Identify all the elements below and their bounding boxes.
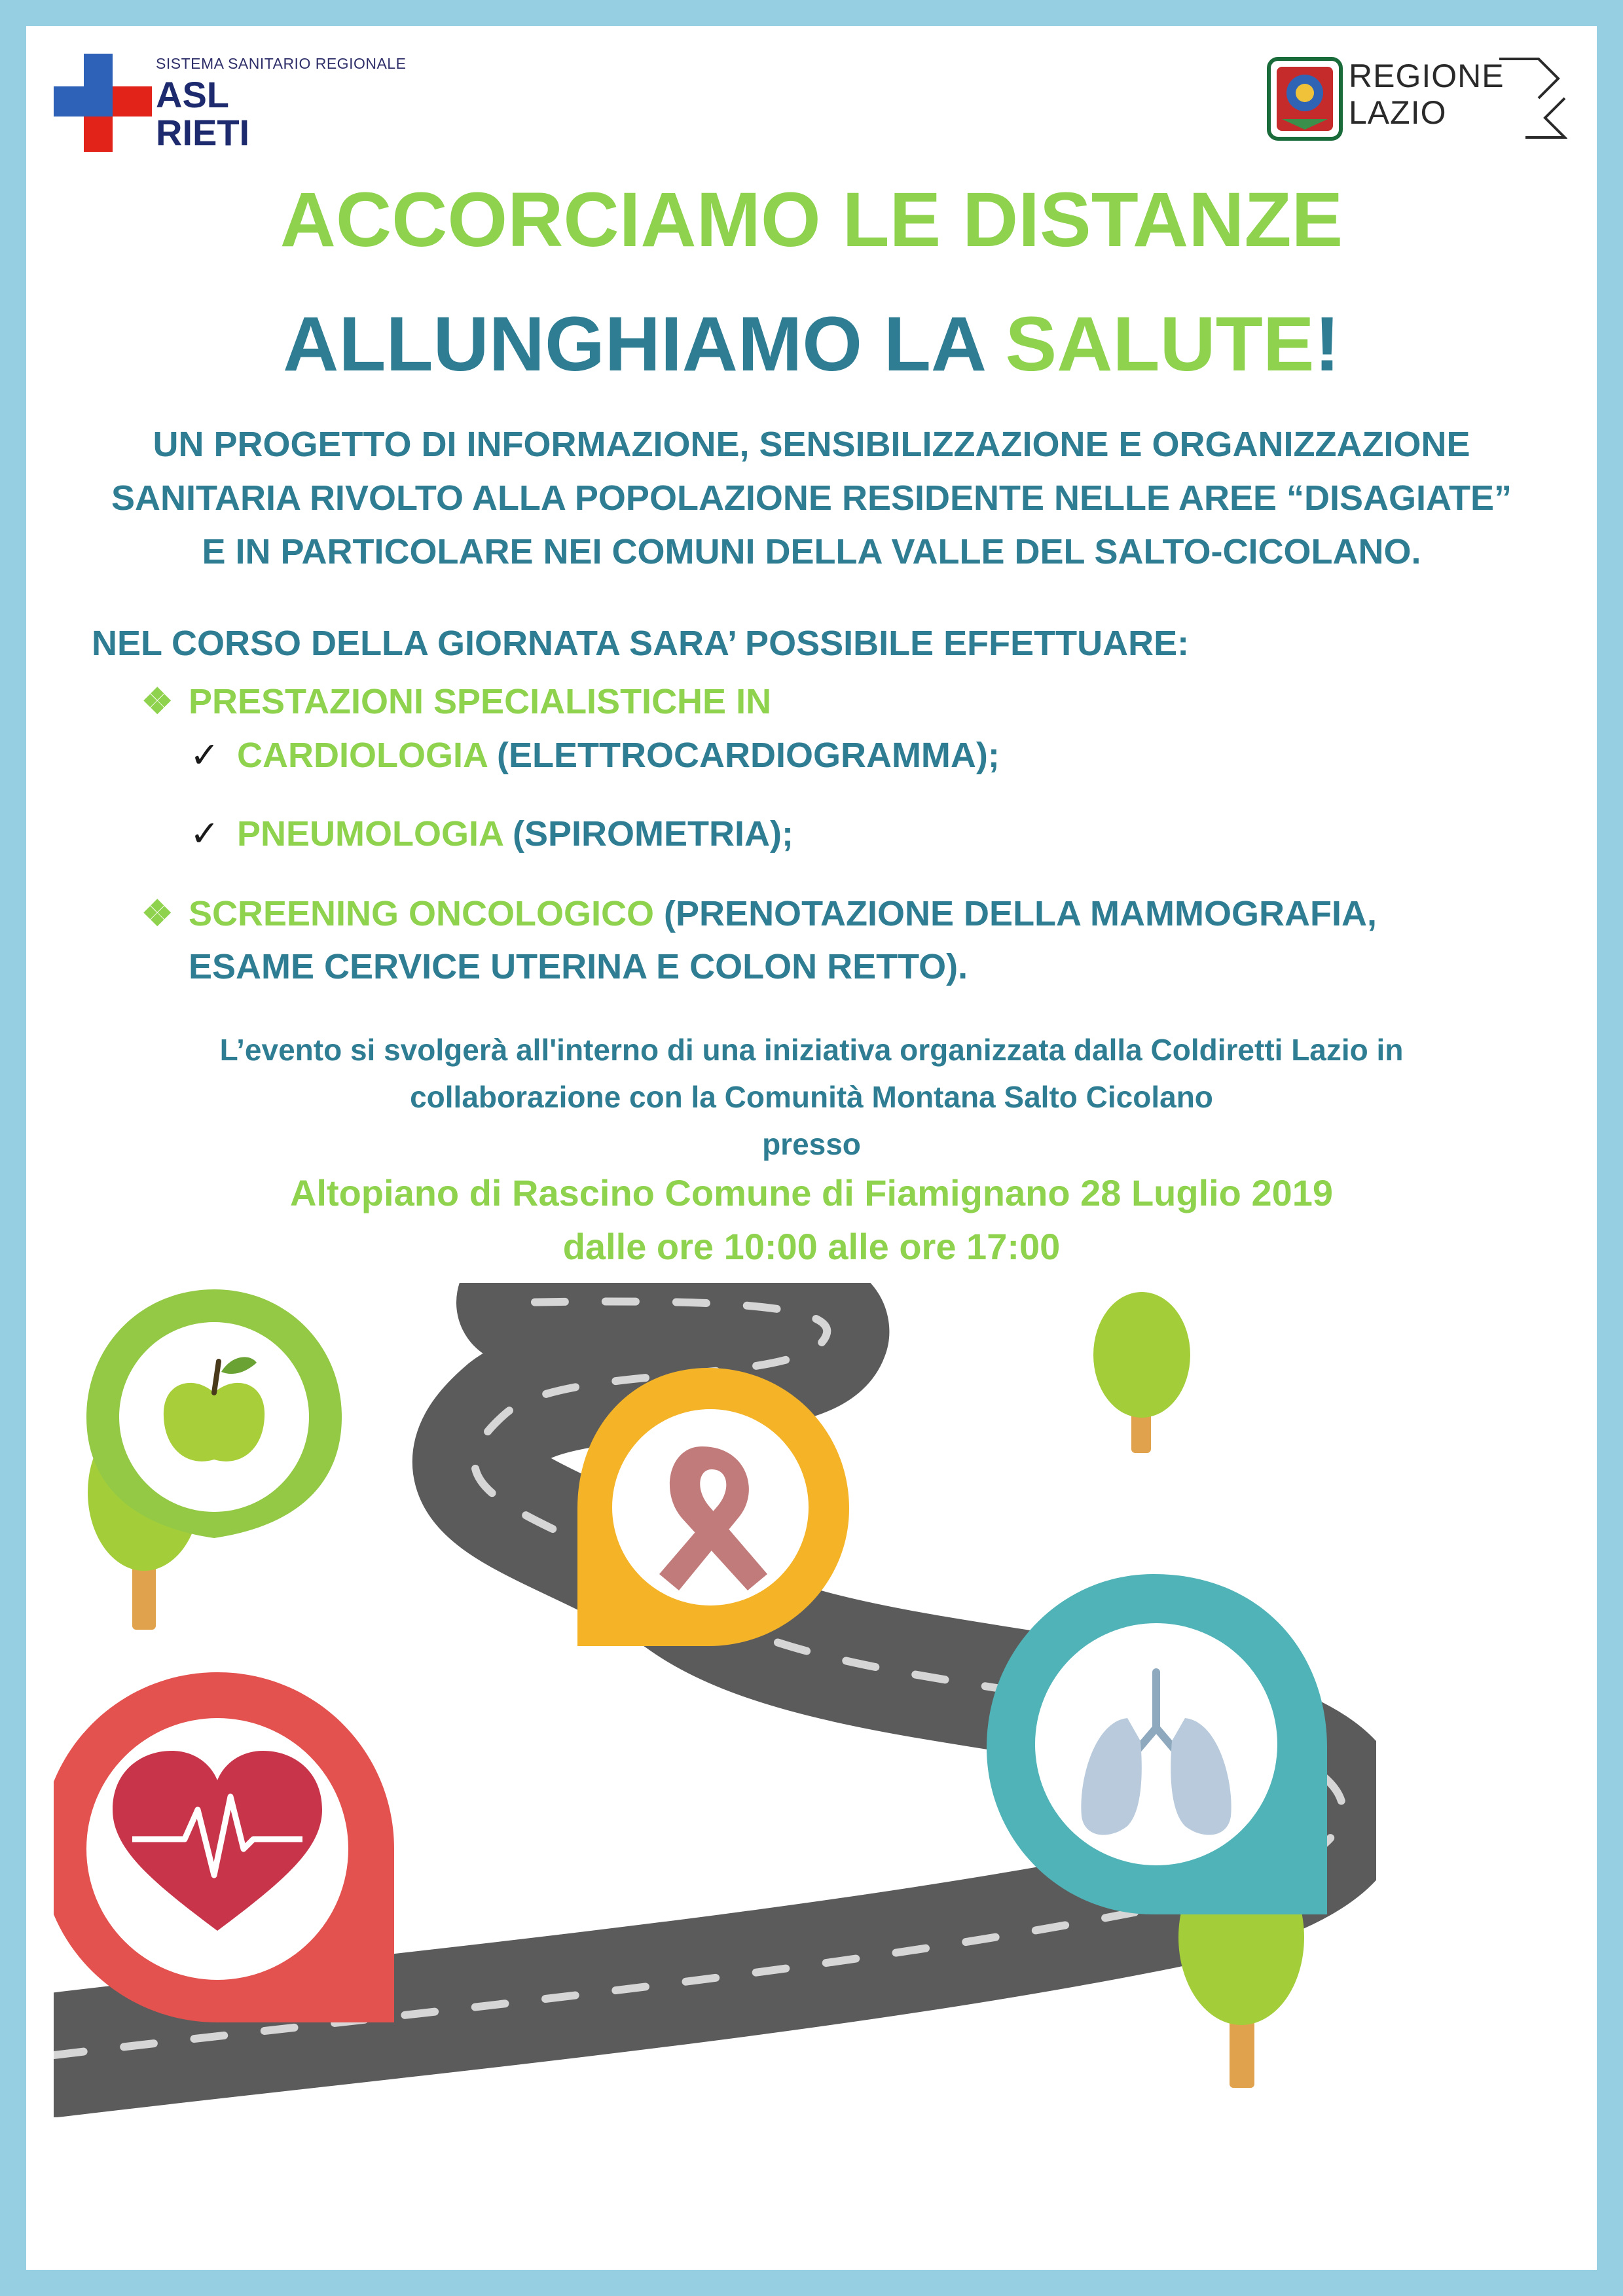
regione-lazio-wordmark: REGIONE LAZIO bbox=[1349, 58, 1504, 131]
marker-pneumology bbox=[987, 1574, 1327, 1914]
regione-lazio-emblem-icon bbox=[1266, 56, 1343, 141]
project-description: UN PROGETTO DI INFORMAZIONE, SENSIBILIZZAZIONE E ORGANIZZAZIONE SANITARIA RIVOLTO ALLA POPOLAZIONE RESIDENTE NELLE AREE “DISAGIATE” E IN PARTICOLARE NEI COMUNI DELLA VALLE DEL SALTO-CICOLANO. bbox=[111, 425, 1512, 571]
marker-oncology bbox=[577, 1368, 849, 1646]
diamond-bullet-icon: ❖ bbox=[141, 894, 173, 933]
health-road-illustration bbox=[54, 1283, 1376, 2140]
list-item-cardiology: ✓ CARDIOLOGIA (ELETTROCARDIOGRAMMA); bbox=[190, 736, 1000, 775]
event-location: Altopiano di Rascino Comune di Fiamignano 28 Luglio 2019 bbox=[289, 1172, 1334, 1213]
diamond-bullet-icon: ❖ bbox=[141, 682, 173, 721]
checkmark-icon: ✓ bbox=[190, 814, 220, 853]
event-location-time bbox=[0, 1166, 1623, 1274]
list-item-pneumology: ✓ PNEUMOLOGIA (SPIROMETRIA); bbox=[190, 814, 793, 853]
headline-line1: ACCORCIAMO LE DISTANZE bbox=[280, 177, 1343, 263]
marker-cardiology bbox=[54, 1672, 394, 2022]
regione-lazio-chevron-icon bbox=[1499, 58, 1567, 139]
list-item-screening: ❖ SCREENING ONCOLOGICO (PRENOTAZIONE DELLA MAMMOGRAFIA, bbox=[141, 894, 1377, 933]
headline-line2: ALLUNGHIAMO LA SALUTE! bbox=[283, 301, 1340, 387]
tree-top-right bbox=[1093, 1292, 1190, 1453]
asl-subtitle: SISTEMA SANITARIO REGIONALE bbox=[156, 55, 407, 72]
services-lead: NEL CORSO DELLA GIORNATA SARA’ POSSIBILE EFFETTUARE: bbox=[92, 624, 1190, 663]
checkmark-icon: ✓ bbox=[190, 736, 220, 775]
event-description: L’evento si svolgerà all'interno di una iniziativa organizzata dalla Coldiretti Lazio in collaborazione con la Comunità Montana Salto Cicolano presso bbox=[219, 1033, 1404, 1161]
asl-cross-icon bbox=[54, 54, 152, 152]
event-time: dalle ore 10:00 alle ore 17:00 bbox=[562, 1226, 1061, 1267]
asl-name: ASL RIETI bbox=[156, 74, 250, 153]
list-item-specialist: ❖ PRESTAZIONI SPECIALISTICHE IN bbox=[141, 682, 772, 721]
marker-nutrition bbox=[86, 1289, 342, 1538]
list-item-screening-line2: ESAME CERVICE UTERINA E COLON RETTO). bbox=[189, 947, 968, 986]
